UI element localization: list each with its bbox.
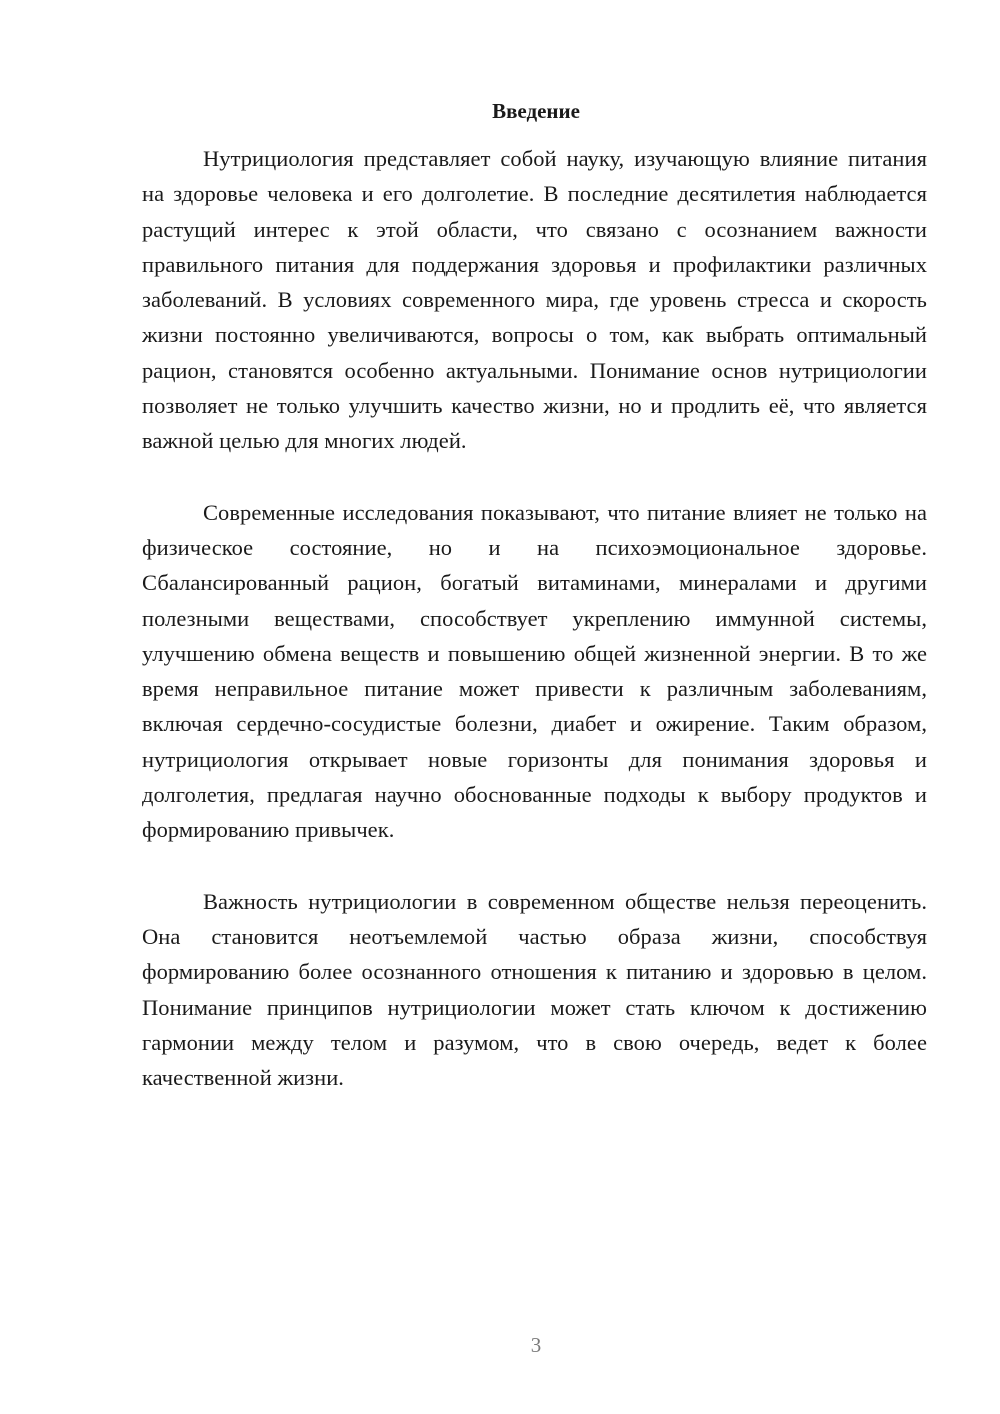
section-heading: Введение <box>492 99 580 123</box>
paragraph-2: Современные исследования показывают, что питание влияет не только на физическое состояние, но и на психоэмоциональное здоровье. Сбалансированный рацион, богатый витаминами, минералами и другими полезными веществами, способствует укреплению иммунной системы, улучшению обмена веществ и повышению общей жизненной энергии. В то же время неправильное питание может привести к различным заболеваниям, включая сердечно-сосудистые болезни, диабет и ожирение. Таким образом, нутрициология открывает новые горизонты для понимания здоровья и долголетия, предлагая научно обоснованные подходы к выбору продуктов и формированию привычек. <box>142 499 927 843</box>
paragraph-3: Важность нутрициологии в современном обществе нельзя переоценить. Она становится неотъемлемой частью образа жизни, способствуя формированию более осознанного отношения к питанию и здоровью в целом. Понимание принципов нутрициологии может стать ключом к достижению гармонии между телом и разумом, что в свою очередь, ведет к более качественной жизни. <box>142 888 927 1091</box>
page-number: 3 <box>530 1333 542 1357</box>
paragraph-1: Нутрициология представляет собой науку, изучающую влияние питания на здоровье человека и его долголетие. В последние десятилетия наблюдается растущий интерес к этой области, что связано с осознанием важности правильного питания для поддержания здоровья и профилактики различных заболеваний. В условиях современного мира, где уровень стресса и скорость жизни постоянно увеличиваются, вопросы о том, как выбрать оптимальный рацион, становятся особенно актуальными. Понимание основ нутрициологии позволяет не только улучшить качество жизни, но и продлить её, что является важной целью для многих людей. <box>142 146 927 454</box>
body-text <box>142 141 927 1095</box>
